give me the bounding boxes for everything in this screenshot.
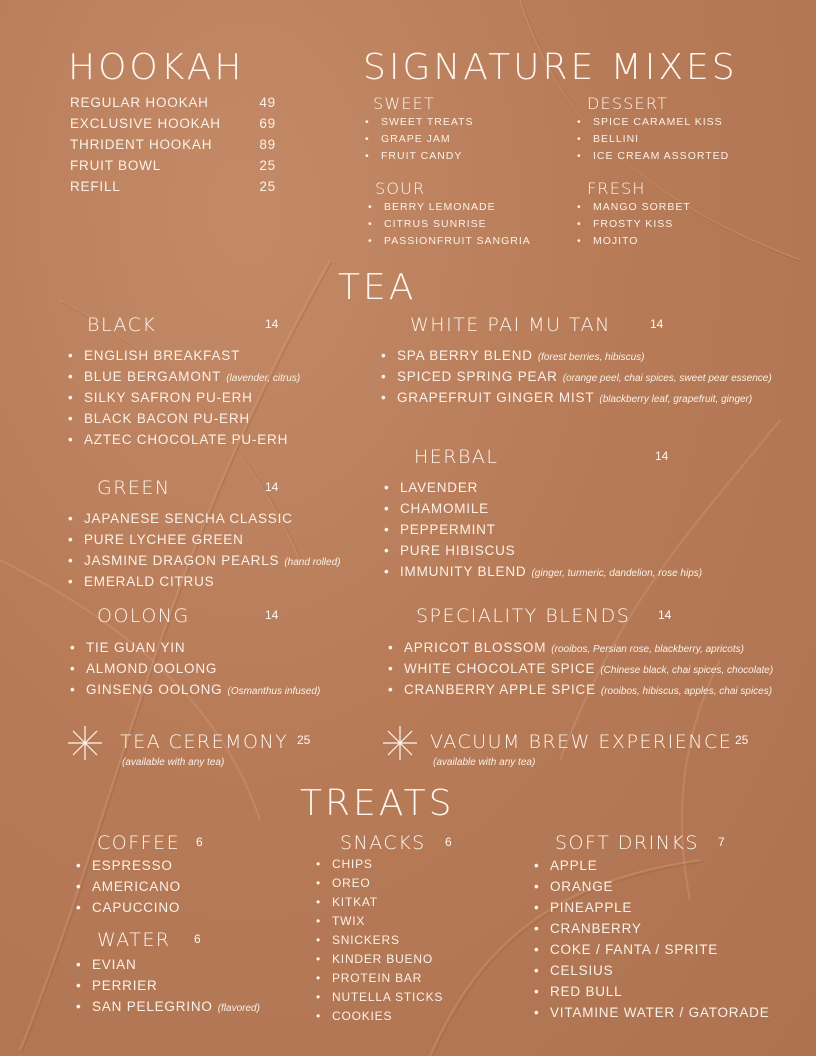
list-item: [384, 540, 702, 561]
list-item: [68, 529, 341, 550]
herbal-price: 14: [655, 449, 669, 463]
oolong-list: [70, 637, 320, 700]
green-title: GREEN: [97, 477, 171, 499]
list-item: [76, 975, 260, 996]
list-item: • MANGO SORBET: [577, 199, 691, 216]
snacks-price: 6: [445, 835, 452, 849]
list-item: • PINEAPPLE: [534, 897, 770, 918]
soft-drinks-price: 7: [718, 835, 725, 849]
oolong-price: 14: [265, 608, 279, 622]
list-item-note: (flavored): [217, 1003, 260, 1014]
list-item: [384, 519, 702, 540]
fresh-list: [577, 199, 691, 250]
list-item-name: WHITE CHOCOLATE SPICE: [404, 661, 596, 676]
list-item: • KINDER BUENO: [316, 950, 443, 969]
list-item-name: SPICED SPRING PEAR: [397, 369, 558, 384]
list-item: [68, 366, 300, 387]
list-item: • KITKAT: [316, 893, 443, 912]
sour-title: SOUR: [375, 179, 426, 198]
list-item: • ESPRESSO: [76, 855, 181, 876]
list-item: • MOJITO: [577, 233, 691, 250]
snacks-list: [316, 855, 443, 1026]
sparkle-icon: [383, 726, 417, 760]
list-item-note: (Chinese black, chai spices, chocolate): [600, 665, 774, 676]
list-item-name: BLUE BERGAMONT: [84, 369, 222, 384]
list-item-name: PEPPERMINT: [400, 522, 496, 537]
list-item-name: JAPANESE SENCHA CLASSIC: [84, 511, 293, 526]
list-item-name: EVIAN: [92, 957, 137, 972]
water-price: 6: [194, 932, 201, 946]
list-item: [76, 954, 260, 975]
hookah-item-price: 49: [259, 95, 276, 110]
black-price: 14: [265, 317, 279, 331]
list-item-name: SAN PELEGRINO: [92, 999, 213, 1014]
list-item: • SPICE CARAMEL KISS: [577, 114, 729, 131]
sparkle-icon: [68, 726, 102, 760]
list-item: • CELSIUS: [534, 960, 770, 981]
list-item: [381, 387, 772, 408]
hookah-item: [70, 113, 276, 134]
sweet-list: [365, 114, 474, 165]
list-item-name: GRAPEFRUIT GINGER MIST: [397, 390, 595, 405]
soft-drinks-list: [534, 855, 770, 1023]
list-item: [68, 429, 300, 450]
hookah-item: [70, 92, 276, 113]
black-list: [68, 345, 300, 450]
list-item-name: ENGLISH BREAKFAST: [84, 348, 241, 363]
list-item-name: ALMOND OOLONG: [86, 661, 218, 676]
signature-title: SIGNATURE MIXES: [363, 47, 738, 88]
list-item-note: (hand rolled): [284, 557, 341, 568]
list-item-note: (rooibos, Persian rose, blackberry, apricots): [551, 644, 744, 655]
green-price: 14: [265, 480, 279, 494]
list-item: • PROTEIN BAR: [316, 969, 443, 988]
list-item: [388, 658, 773, 679]
list-item-name: TIE GUAN YIN: [86, 640, 186, 655]
list-item-note: (ginger, turmeric, dandelion, rose hips): [531, 568, 703, 579]
black-title: BLACK: [87, 314, 157, 336]
list-item: [384, 498, 702, 519]
list-item: [70, 679, 320, 700]
list-item-name: PURE LYCHEE GREEN: [84, 532, 244, 547]
list-item: [68, 571, 341, 592]
list-item: • CHIPS: [316, 855, 443, 874]
vacuum-brew-price: 25: [735, 733, 749, 747]
hookah-item-price: 89: [259, 137, 276, 152]
list-item: [384, 561, 702, 582]
list-item: • CRANBERRY: [534, 918, 770, 939]
coffee-price: 6: [196, 835, 203, 849]
list-item-name: SPA BERRY BLEND: [397, 348, 533, 363]
speciality-price: 14: [658, 608, 672, 622]
list-item-name: GINSENG OOLONG: [86, 682, 223, 697]
list-item: • APPLE: [534, 855, 770, 876]
list-item: [381, 366, 772, 387]
list-item: • BERRY LEMONADE: [368, 199, 531, 216]
list-item: • TWIX: [316, 912, 443, 931]
white-title: WHITE PAI MU TAN: [410, 314, 611, 336]
tea-ceremony-note: (available with any tea): [122, 757, 225, 768]
sweet-title: SWEET: [373, 94, 435, 113]
vacuum-brew-note: (available with any tea): [433, 757, 536, 768]
hookah-item-price: 25: [259, 158, 276, 173]
soft-drinks-title: SOFT DRINKS: [555, 832, 699, 854]
white-list: [381, 345, 772, 408]
fresh-title: FRESH: [587, 179, 646, 198]
list-item-name: CRANBERRY APPLE SPICE: [404, 682, 596, 697]
list-item: • RED BULL: [534, 981, 770, 1002]
hookah-item-price: 25: [259, 179, 276, 194]
list-item: • SNICKERS: [316, 931, 443, 950]
list-item-name: LAVENDER: [400, 480, 479, 495]
list-item-name: SILKY SAFRON PU-ERH: [84, 390, 253, 405]
water-list: [76, 954, 260, 1017]
list-item: [76, 996, 260, 1017]
list-item: [70, 637, 320, 658]
list-item: • FROSTY KISS: [577, 216, 691, 233]
list-item-note: (blackberry leaf, grapefruit, ginger): [599, 394, 753, 405]
list-item: [68, 345, 300, 366]
dessert-list: [577, 114, 729, 165]
hookah-item-name: THRIDENT HOOKAH: [70, 137, 213, 152]
list-item: • CAPUCCINO: [76, 897, 181, 918]
list-item-name: CHAMOMILE: [400, 501, 489, 516]
list-item-name: AZTEC CHOCOLATE PU-ERH: [84, 432, 289, 447]
list-item-name: IMMUNITY BLEND: [400, 564, 527, 579]
hookah-list: [70, 92, 276, 197]
oolong-title: OOLONG: [97, 605, 190, 627]
list-item: [68, 508, 341, 529]
hookah-title: HOOKAH: [68, 47, 245, 88]
sour-list: [368, 199, 531, 250]
water-title: WATER: [97, 929, 171, 951]
hookah-item-name: REFILL: [70, 179, 121, 194]
tea-ceremony-price: 25: [297, 733, 311, 747]
list-item: [381, 345, 772, 366]
list-item: • CITRUS SUNRISE: [368, 216, 531, 233]
herbal-list: [384, 477, 702, 582]
list-item: [68, 550, 341, 571]
list-item: • COKE / FANTA / SPRITE: [534, 939, 770, 960]
hookah-item: [70, 155, 276, 176]
hookah-item-name: FRUIT BOWL: [70, 158, 162, 173]
herbal-title: HERBAL: [414, 446, 499, 468]
list-item: • GRAPE JAM: [365, 131, 474, 148]
list-item-name: APRICOT BLOSSOM: [404, 640, 547, 655]
list-item-note: (Osmanthus infused): [227, 686, 321, 697]
list-item: [68, 387, 300, 408]
list-item-note: (orange peel, chai spices, sweet pear essence): [562, 373, 772, 384]
white-price: 14: [650, 317, 664, 331]
list-item-name: JASMINE DRAGON PEARLS: [84, 553, 280, 568]
list-item-name: PERRIER: [92, 978, 158, 993]
list-item-note: (forest berries, hibiscus): [537, 352, 645, 363]
dessert-title: DESSERT: [587, 94, 668, 113]
list-item: [388, 679, 773, 700]
green-list: [68, 508, 341, 592]
list-item-name: PURE HIBISCUS: [400, 543, 516, 558]
list-item: [68, 408, 300, 429]
list-item: [70, 658, 320, 679]
list-item: • OREO: [316, 874, 443, 893]
list-item: • AMERICANO: [76, 876, 181, 897]
treats-title: TREATS: [300, 783, 455, 824]
tea-title: TEA: [338, 267, 417, 308]
list-item: • COOKIES: [316, 1007, 443, 1026]
hookah-item: [70, 176, 276, 197]
hookah-item-name: EXCLUSIVE HOOKAH: [70, 116, 221, 131]
list-item-name: BLACK BACON PU-ERH: [84, 411, 250, 426]
list-item: • VITAMINE WATER / GATORADE: [534, 1002, 770, 1023]
hookah-item: [70, 134, 276, 155]
list-item: [384, 477, 702, 498]
speciality-title: SPECIALITY BLENDS: [416, 605, 631, 627]
snacks-title: SNACKS: [340, 832, 426, 854]
list-item: • PASSIONFRUIT SANGRIA: [368, 233, 531, 250]
list-item: • SWEET TREATS: [365, 114, 474, 131]
list-item: • NUTELLA STICKS: [316, 988, 443, 1007]
list-item-note: (rooibos, hibiscus, apples, chai spices): [600, 686, 773, 697]
hookah-item-price: 69: [259, 116, 276, 131]
coffee-title: COFFEE: [97, 832, 181, 854]
list-item-name: EMERALD CITRUS: [84, 574, 215, 589]
list-item: • ORANGE: [534, 876, 770, 897]
coffee-list: [76, 855, 181, 918]
list-item: • BELLINI: [577, 131, 729, 148]
vacuum-brew-title: VACUUM BREW EXPERIENCE: [430, 731, 733, 753]
list-item-note: (lavender, citrus): [226, 373, 301, 384]
speciality-list: [388, 637, 773, 700]
list-item: [388, 637, 773, 658]
list-item: • ICE CREAM ASSORTED: [577, 148, 729, 165]
hookah-item-name: REGULAR HOOKAH: [70, 95, 209, 110]
list-item: • FRUIT CANDY: [365, 148, 474, 165]
tea-ceremony-title: TEA CEREMONY: [120, 731, 289, 753]
